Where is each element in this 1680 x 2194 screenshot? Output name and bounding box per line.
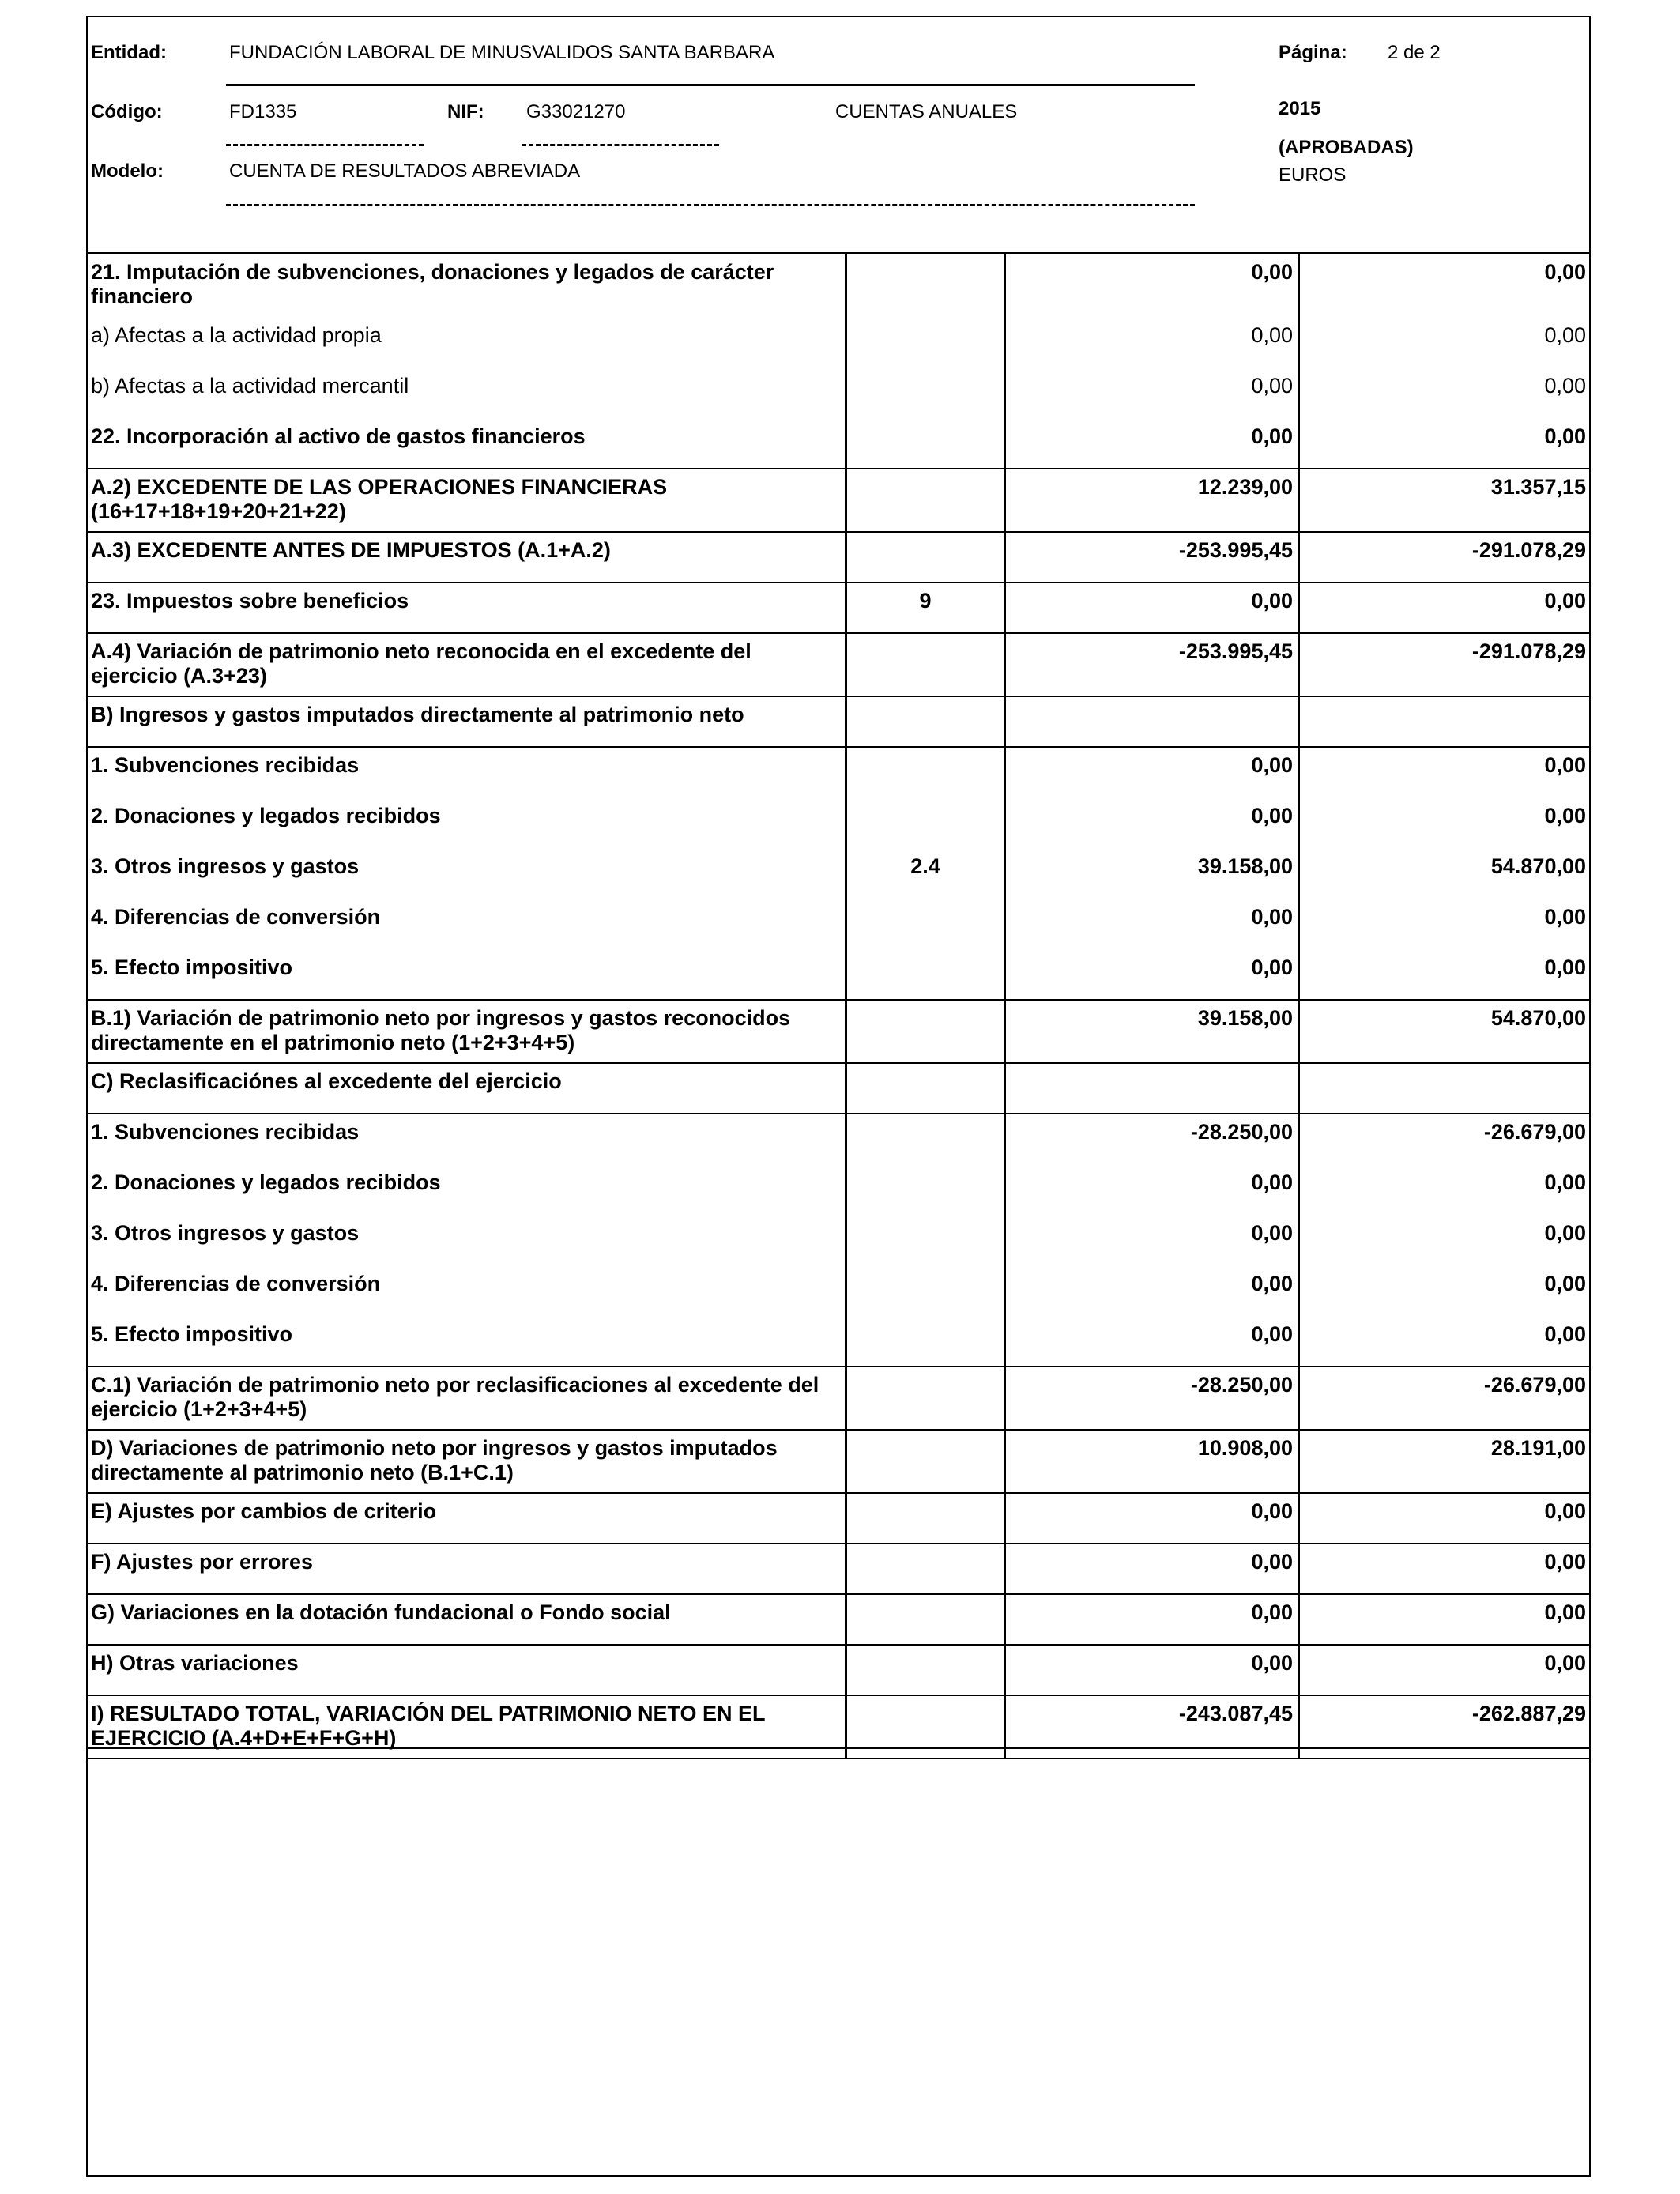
row-label: C) Reclasificaciónes al excedente del ejercicio xyxy=(86,1064,847,1113)
row-note xyxy=(847,899,1006,950)
row-value-prior: 0,00 xyxy=(1544,753,1586,777)
table-row xyxy=(86,950,1591,1001)
row-value-prior: 0,00 xyxy=(1544,905,1586,929)
row-note: 2.4 xyxy=(847,849,1006,899)
row-value-prior: 0,00 xyxy=(1544,1322,1586,1346)
row-label: 3. Otros ingresos y gastos xyxy=(86,849,847,899)
row-value-prior: 31.357,15 xyxy=(1490,475,1586,499)
row-value-prior: 0,00 xyxy=(1544,323,1586,347)
row-label: 22. Incorporación al activo de gastos financieros xyxy=(86,419,847,468)
row-label: B) Ingresos y gastos imputados directamente al patrimonio neto xyxy=(86,697,847,746)
row-label: 2. Donaciones y legados recibidos xyxy=(86,798,847,849)
table-row xyxy=(86,1317,1591,1367)
row-value-2015: -253.995,45 xyxy=(1006,634,1300,696)
row-note xyxy=(847,368,1006,419)
table-row xyxy=(86,1431,1591,1494)
row-value-prior: 0,00 xyxy=(1544,956,1586,979)
table-row xyxy=(86,1001,1591,1064)
row-note xyxy=(847,469,1006,531)
table-row xyxy=(86,697,1591,748)
table-row xyxy=(86,849,1591,899)
year: 2015 xyxy=(1279,98,1321,119)
doc-type: CUENTAS ANUALES xyxy=(835,101,1018,123)
row-note xyxy=(847,1114,1006,1165)
row-value-2015: 0,00 xyxy=(1006,368,1300,419)
codigo-value: FD1335 xyxy=(229,101,297,123)
row-value-2015: -28.250,00 xyxy=(1006,1114,1300,1165)
row-note xyxy=(847,697,1006,746)
table-row xyxy=(86,899,1591,950)
row-value-prior: 0,00 xyxy=(1544,260,1586,284)
row-note xyxy=(847,1317,1006,1366)
row-label: A.3) EXCEDENTE ANTES DE IMPUESTOS (A.1+A.2) xyxy=(86,533,847,582)
table-row xyxy=(86,1064,1591,1114)
table-row xyxy=(86,1367,1591,1431)
pagina-label: Página: xyxy=(1279,42,1347,63)
row-value-2015: 0,00 xyxy=(1006,1494,1300,1543)
table-row xyxy=(86,583,1591,634)
row-value-prior: 0,00 xyxy=(1544,804,1586,827)
row-value-prior: 0,00 xyxy=(1544,1171,1586,1194)
row-note xyxy=(847,1001,1006,1062)
row-value-prior: 0,00 xyxy=(1544,1651,1586,1675)
nif-underline xyxy=(522,144,719,146)
row-note xyxy=(847,1064,1006,1113)
row-value-2015 xyxy=(1006,697,1300,746)
table-row xyxy=(86,318,1591,368)
row-value-2015: 39.158,00 xyxy=(1006,1001,1300,1062)
codigo-label: Código: xyxy=(91,101,163,123)
row-value-2015: 0,00 xyxy=(1006,1165,1300,1216)
row-label: 1. Subvenciones recibidas xyxy=(86,748,847,798)
row-value-prior: 0,00 xyxy=(1544,1600,1586,1624)
row-value-prior: 0,00 xyxy=(1544,424,1586,448)
row-value-2015: 0,00 xyxy=(1006,798,1300,849)
row-value-2015 xyxy=(1006,1064,1300,1113)
row-value-2015: -28.250,00 xyxy=(1006,1367,1300,1429)
table-row xyxy=(86,1544,1591,1595)
row-value-prior xyxy=(1300,697,1591,746)
row-value-2015: 0,00 xyxy=(1006,1544,1300,1593)
row-label: B.1) Variación de patrimonio neto por ingresos y gastos reconocidos directamente en el patrimonio neto (1+2+3+4+5) xyxy=(86,1001,847,1062)
row-note xyxy=(847,533,1006,582)
status: (APROBADAS) xyxy=(1279,137,1414,158)
row-label: 5. Efecto impositivo xyxy=(86,950,847,999)
nif-label: NIF: xyxy=(447,101,484,123)
row-label: 23. Impuestos sobre beneficios xyxy=(86,583,847,632)
row-label: H) Otras variaciones xyxy=(86,1646,847,1695)
row-label: I) RESULTADO TOTAL, VARIACIÓN DEL PATRIMONIO NETO EN EL EJERCICIO (A.4+D+E+F+G+H) xyxy=(86,1696,847,1758)
modelo-underline xyxy=(226,204,1195,206)
table-row xyxy=(86,533,1591,583)
row-note xyxy=(847,798,1006,849)
row-value-2015: 0,00 xyxy=(1006,899,1300,950)
row-label: a) Afectas a la actividad propia xyxy=(86,318,847,368)
row-value-2015: 0,00 xyxy=(1006,318,1300,368)
row-note xyxy=(847,1216,1006,1266)
entidad-value: FUNDACIÓN LABORAL DE MINUSVALIDOS SANTA BARBARA xyxy=(229,42,775,63)
row-value-2015: 0,00 xyxy=(1006,1266,1300,1317)
table-row xyxy=(86,634,1591,697)
row-value-prior: 28.191,00 xyxy=(1490,1436,1586,1460)
row-label: A.4) Variación de patrimonio neto reconocida en el excedente del ejercicio (A.3+23) xyxy=(86,634,847,696)
row-note xyxy=(847,1595,1006,1644)
pagina-value: 2 de 2 xyxy=(1388,42,1441,63)
row-label: 2. Donaciones y legados recibidos xyxy=(86,1165,847,1216)
entidad-label: Entidad: xyxy=(91,42,167,63)
row-value-prior xyxy=(1300,1064,1591,1113)
row-value-prior: 0,00 xyxy=(1544,1272,1586,1295)
codigo-underline xyxy=(226,144,424,146)
currency: EUROS xyxy=(1279,164,1347,186)
table-row xyxy=(86,1595,1591,1646)
row-label: F) Ajustes por errores xyxy=(86,1544,847,1593)
table-row xyxy=(86,1494,1591,1544)
row-value-2015: 0,00 xyxy=(1006,950,1300,999)
row-note xyxy=(847,1431,1006,1492)
modelo-value: CUENTA DE RESULTADOS ABREVIADA xyxy=(229,160,581,182)
modelo-label: Modelo: xyxy=(91,160,164,182)
row-note xyxy=(847,950,1006,999)
row-value-prior: -26.679,00 xyxy=(1483,1120,1586,1144)
results-table xyxy=(86,252,1591,1759)
row-note: 9 xyxy=(847,583,1006,632)
row-note xyxy=(847,419,1006,468)
row-label: 4. Diferencias de conversión xyxy=(86,899,847,950)
row-note xyxy=(847,634,1006,696)
row-note xyxy=(847,318,1006,368)
table-row xyxy=(86,1114,1591,1165)
table-row xyxy=(86,798,1591,849)
row-value-2015: 0,00 xyxy=(1006,583,1300,632)
row-label: 1. Subvenciones recibidas xyxy=(86,1114,847,1165)
row-value-2015: -253.995,45 xyxy=(1006,533,1300,582)
table-row xyxy=(86,1646,1591,1696)
row-label: E) Ajustes por cambios de criterio xyxy=(86,1494,847,1543)
row-value-prior: 0,00 xyxy=(1544,589,1586,613)
row-label: b) Afectas a la actividad mercantil xyxy=(86,368,847,419)
row-value-2015: 12.239,00 xyxy=(1006,469,1300,531)
row-value-prior: 0,00 xyxy=(1544,1221,1586,1245)
table-row xyxy=(86,1216,1591,1266)
row-value-2015: -243.087,45 xyxy=(1006,1696,1300,1758)
row-value-2015: 10.908,00 xyxy=(1006,1431,1300,1492)
row-label: 21. Imputación de subvenciones, donaciones y legados de carácter financiero xyxy=(86,254,847,318)
table-row xyxy=(86,469,1591,533)
row-value-2015: 0,00 xyxy=(1006,748,1300,798)
table-bottom-line xyxy=(86,1747,1591,1749)
table-row xyxy=(86,254,1591,318)
row-label: G) Variaciones en la dotación fundacional o Fondo social xyxy=(86,1595,847,1644)
row-value-prior: -291.078,29 xyxy=(1471,538,1586,562)
row-note xyxy=(847,1165,1006,1216)
row-value-prior: 0,00 xyxy=(1544,1550,1586,1574)
row-note xyxy=(847,748,1006,798)
table-row xyxy=(86,748,1591,798)
row-label: C.1) Variación de patrimonio neto por reclasificaciones al excedente del ejercicio (1+2+3+4+5) xyxy=(86,1367,847,1429)
table-row xyxy=(86,1165,1591,1216)
row-note xyxy=(847,1266,1006,1317)
row-value-prior: 0,00 xyxy=(1544,1499,1586,1523)
row-value-prior: -262.887,29 xyxy=(1471,1702,1586,1725)
row-value-prior: -291.078,29 xyxy=(1471,639,1586,663)
row-note xyxy=(847,1367,1006,1429)
entidad-underline xyxy=(226,84,1195,86)
row-value-prior: 54.870,00 xyxy=(1490,854,1586,878)
row-value-2015: 0,00 xyxy=(1006,1216,1300,1266)
table-row xyxy=(86,1696,1591,1759)
row-label: A.2) EXCEDENTE DE LAS OPERACIONES FINANCIERAS (16+17+18+19+20+21+22) xyxy=(86,469,847,531)
row-value-2015: 0,00 xyxy=(1006,419,1300,468)
row-value-prior: 54.870,00 xyxy=(1490,1006,1586,1030)
table-row xyxy=(86,1266,1591,1317)
nif-value: G33021270 xyxy=(526,101,626,123)
row-note xyxy=(847,1494,1006,1543)
table-row xyxy=(86,368,1591,419)
row-value-prior: 0,00 xyxy=(1544,374,1586,398)
row-label: 4. Diferencias de conversión xyxy=(86,1266,847,1317)
row-label: D) Variaciones de patrimonio neto por ingresos y gastos imputados directamente al patrimonio neto (B.1+C.1) xyxy=(86,1431,847,1492)
row-note xyxy=(847,1544,1006,1593)
row-value-2015: 0,00 xyxy=(1006,1595,1300,1644)
row-note xyxy=(847,1646,1006,1695)
row-label: 5. Efecto impositivo xyxy=(86,1317,847,1366)
row-value-prior: -26.679,00 xyxy=(1483,1373,1586,1397)
row-label: 3. Otros ingresos y gastos xyxy=(86,1216,847,1266)
row-note xyxy=(847,254,1006,318)
row-value-2015: 0,00 xyxy=(1006,1317,1300,1366)
row-value-2015: 0,00 xyxy=(1006,1646,1300,1695)
table-row xyxy=(86,419,1591,469)
row-value-2015: 0,00 xyxy=(1006,254,1300,318)
row-value-2015: 39.158,00 xyxy=(1006,849,1300,899)
